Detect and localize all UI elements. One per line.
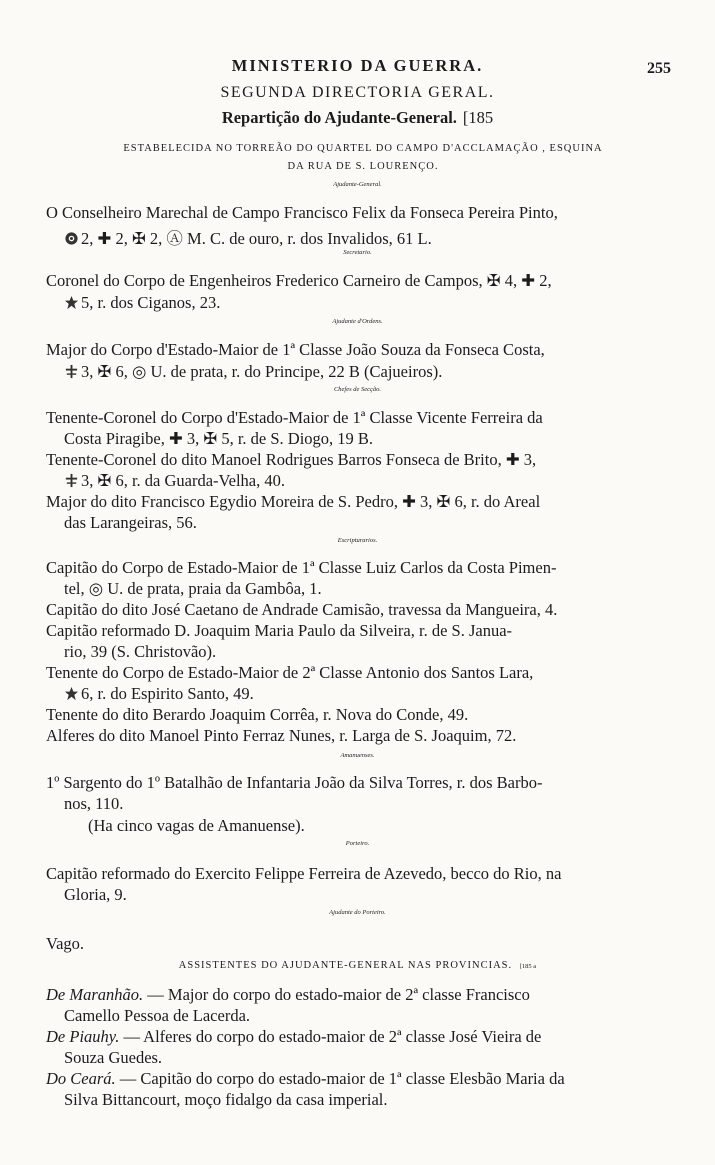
entry-line: Capitão do dito José Caetano de Andrade Camisão, travessa da Mangueira, 4. — [46, 600, 558, 619]
chefes-heading: Chefes de Secção. — [333, 386, 382, 393]
aviz-order-icon — [64, 295, 79, 310]
porteiro-heading: Porteiro. — [345, 840, 370, 847]
reparticao-title: Repartição do Ajudante-General. — [221, 108, 457, 127]
entry-line: Capitão reformado do Exercito Felippe Ferreira de Azevedo, becco do Rio, na — [46, 864, 562, 883]
page-number: 255 — [647, 60, 671, 77]
entry-line: De Piauhy. — Alferes do corpo do estado-maior de 2ª classe José Vieira de — [46, 1027, 542, 1046]
entry-line: Tenente do Corpo de Estado-Maior de 2ª Classe Antonio dos Santos Lara, — [46, 663, 534, 682]
entry-line: 3, ✠ 6, r. da Guarda-Velha, 40. — [64, 471, 285, 491]
entry-line: Do Ceará. — Capitão do corpo do estado-maior de 1ª classe Elesbão Maria da — [46, 1069, 565, 1088]
location-line-2: DA RUA DE S. LOURENÇO. — [287, 161, 439, 172]
entry-line: 6, r. do Espirito Santo, 49. — [64, 684, 254, 704]
tower-sword-cross-icon — [64, 364, 79, 379]
ajudante-general-heading: Ajudante-General. — [333, 181, 382, 188]
entry-line: (Ha cinco vagas de Amanuense). — [88, 816, 305, 835]
entry-line: Alferes do dito Manoel Pinto Ferraz Nunes, r. Larga de S. Joaquim, 72. — [46, 726, 517, 745]
reparticao-heading — [0, 108, 715, 128]
tower-sword-cross-icon — [64, 473, 79, 488]
entry-line: Tenente-Coronel do dito Manoel Rodrigues Barros Fonseca de Brito, ✚ 3, — [46, 450, 537, 469]
entry-line: Camello Pessoa de Lacerda. — [64, 1006, 251, 1025]
assistentes-heading — [0, 960, 715, 971]
entry-line: 1º Sargento do 1º Batalhão de Infantaria João da Silva Torres, r. dos Barbo- — [46, 773, 543, 792]
entry-line: Tenente-Coronel do Corpo d'Estado-Maior de 1ª Classe Vicente Ferreira da — [46, 408, 543, 427]
escripturarios-heading: Escripturarios. — [337, 537, 378, 544]
entry-line: Tenente do dito Berardo Joaquim Corrêa, r. Nova do Conde, 49. — [46, 705, 469, 724]
entry-line: tel, ◎ U. de prata, praia da Gambôa, 1. — [64, 579, 322, 598]
entry-line: Gloria, 9. — [64, 885, 127, 904]
entry-line: 2, ✚ 2, ✠ 2, Ⓐ M. C. de ouro, r. dos Invalidos, 61 L. — [64, 225, 432, 249]
assistentes-title: ASSISTENTES DO AJUDANTE-GENERAL NAS PROVINCIAS. — [178, 960, 513, 971]
entry-line: Souza Guedes. — [64, 1048, 163, 1067]
ajudante-porteiro-heading: Ajudante do Porteiro. — [329, 909, 386, 916]
amanuenses-heading: Amanuenses. — [340, 752, 375, 759]
entry-line: Major do Corpo d'Estado-Maior de 1ª Classe João Souza da Fonseca Costa, — [46, 340, 545, 359]
entry-line: De Maranhão. — Major do corpo do estado-maior de 2ª classe Francisco — [46, 985, 530, 1004]
entry-line: Capitão reformado D. Joaquim Maria Paulo da Silveira, r. de S. Janua- — [46, 621, 513, 640]
entry-line: 3, ✠ 6, ◎ U. de prata, r. do Principe, 22 B (Cajueiros). — [64, 362, 442, 382]
entry-line: Vago. — [46, 934, 85, 953]
entry-line: Capitão do Corpo de Estado-Maior de 1ª Classe Luiz Carlos da Costa Pimen- — [46, 558, 557, 577]
entry-line: Costa Piragibe, ✚ 3, ✠ 5, r. de S. Diogo, 19 B. — [64, 429, 374, 448]
location-line-1: ESTABELECIDA NO TORREÃO DO QUARTEL DO CAMPO D'ACCLAMAÇÃO , ESQUINA — [123, 143, 603, 154]
entry-line: das Larangeiras, 56. — [64, 513, 197, 532]
secretario-heading: Secretario. — [343, 249, 372, 256]
location-note — [50, 140, 676, 176]
entry-line: nos, 110. — [64, 794, 124, 813]
entry-line: Silva Bittancourt, moço fidalgo da casa imperial. — [64, 1090, 388, 1109]
aviz-order-icon — [64, 686, 79, 701]
directoria-heading: SEGUNDA DIRECTORIA GERAL. — [220, 84, 495, 101]
entry-line: 5, r. dos Ciganos, 23. — [64, 293, 220, 313]
entry-line: Coronel do Corpo de Engenheiros Frederico Carneiro de Campos, ✠ 4, ✚ 2, — [46, 271, 552, 290]
entry-line: O Conselheiro Marechal de Campo Francisco Felix da Fonseca Pereira Pinto, — [46, 203, 558, 222]
ajudante-ordens-heading: Ajudante d'Ordens. — [332, 318, 383, 325]
rose-order-icon — [64, 231, 79, 246]
entry-line: Major do dito Francisco Egydio Moreira de S. Pedro, ✚ 3, ✠ 6, r. do Areal — [46, 492, 541, 511]
page-title: MINISTERIO DA GUERRA. — [231, 56, 484, 75]
reparticao-year: [185 — [462, 108, 494, 127]
entry-line: rio, 39 (S. Christovão). — [64, 642, 217, 661]
assistentes-year: [185 a — [519, 963, 537, 970]
